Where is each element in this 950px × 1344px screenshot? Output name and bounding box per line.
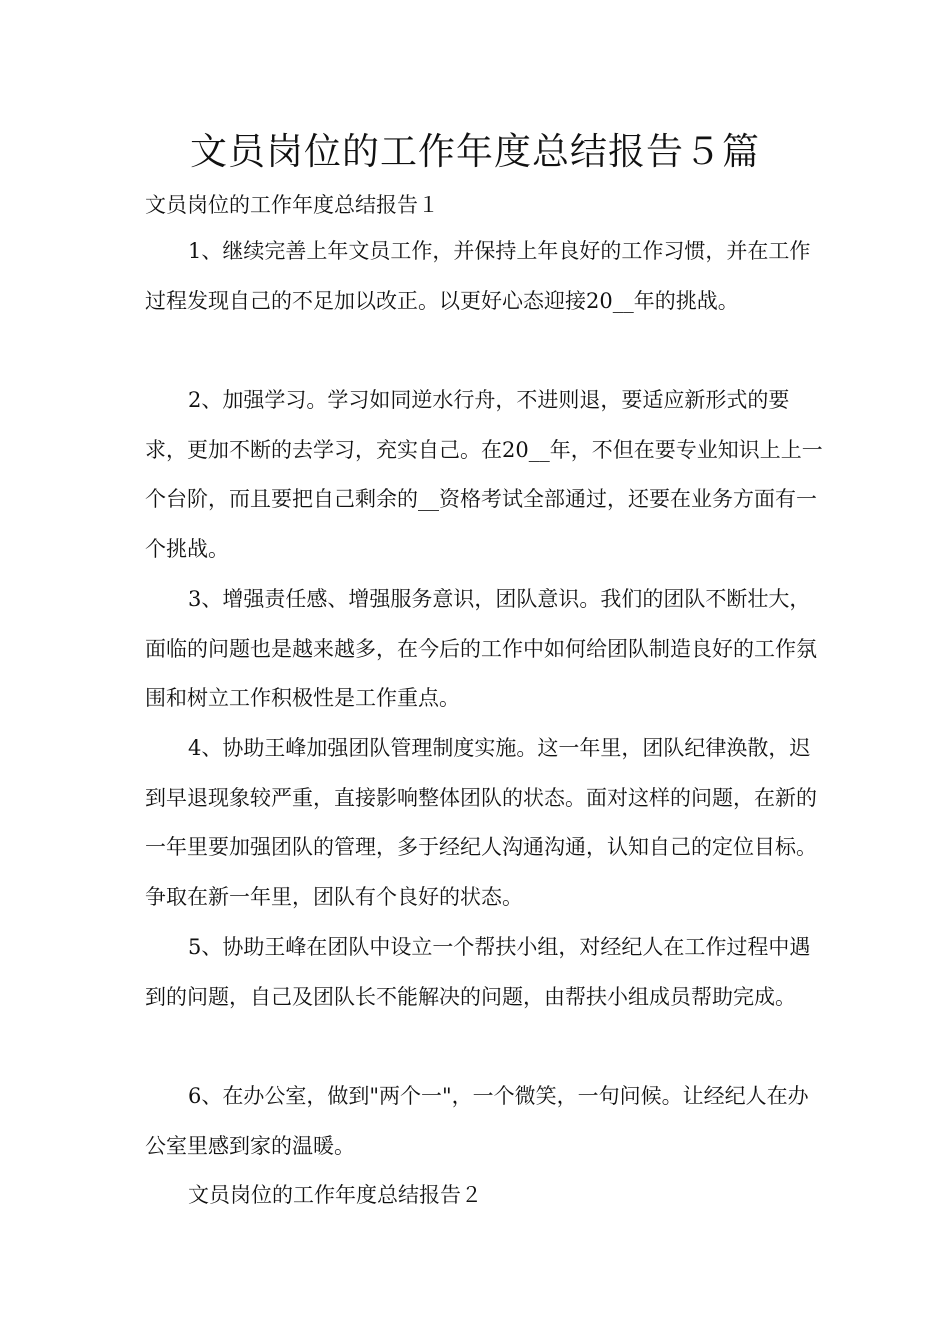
paragraph-6: 6、在办公室，做到"两个一"，一个微笑，一句问候。让经纪人在办公室里感到家的温暖。 — [145, 1084, 809, 1158]
paragraph-3: 3、增强责任感、增强服务意识，团队意识。我们的团队不断壮大，面临的问题也是越来越多，在今后的工作中如何给团队制造良好的工作氛围和树立工作积极性是工作重点。 — [145, 587, 817, 710]
paragraph-2: 2、加强学习。学习如同逆水行舟，不进则退，要适应新形式的要求，更加不断的去学习，充实自己。在20__年，不但在要专业知识上上一个台阶，而且要把自己剩余的__资格考试全部通过，还要在业务方面有一个挑战。 — [145, 388, 823, 561]
document-title: 文员岗位的工作年度总结报告５篇 — [190, 130, 760, 173]
section-heading-2: 文员岗位的工作年度总结报告２ — [188, 1183, 482, 1207]
paragraph-1: 1、继续完善上年文员工作，并保持上年良好的工作习惯，并在工作过程发现自己的不足加以改正。以更好心态迎接20__年的挑战。 — [145, 239, 811, 313]
paragraph-5: 5、协助王峰在团队中设立一个帮扶小组，对经纪人在工作过程中遇到的问题，自己及团队长不能解决的问题，由帮扶小组成员帮助完成。 — [145, 935, 811, 1009]
section-heading-1: 文员岗位的工作年度总结报告１ — [145, 193, 439, 217]
paragraph-4: 4、协助王峰加强团队管理制度实施。这一年里，团队纪律涣散，迟到早退现象较严重，直接影响整体团队的状态。面对这样的问题，在新的一年里要加强团队的管理，多于经纪人沟通沟通，认知自己的定位目标。争取在新一年里，团队有个良好的状态。 — [145, 736, 817, 909]
